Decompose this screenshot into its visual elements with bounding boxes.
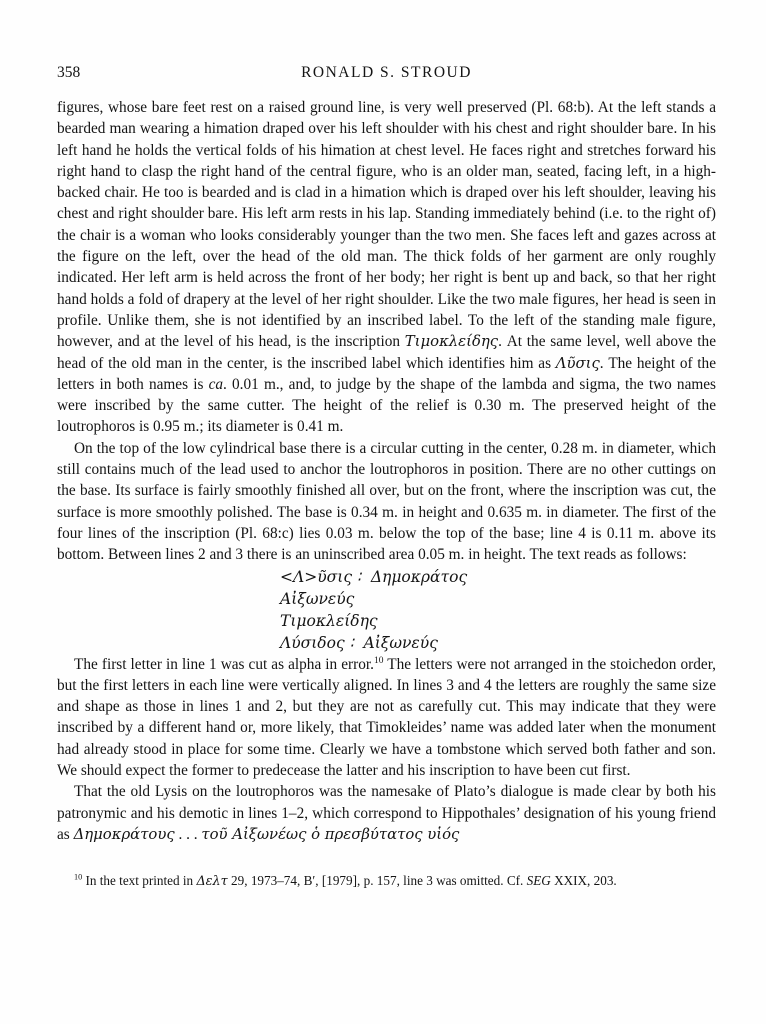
paragraph-lysis-identification [57,781,716,845]
article-body [57,97,716,845]
text-run: That the old Lysis on the loutrophoros was the namesake of Plato’s dialogue is made clear by both his patronymic and his demotic in lines 1–2, which correspond to Hippothales’ designation of his young friend as [57,783,716,843]
text-run: figures, whose bare feet rest on a raised ground line, is very well preserved (Pl. 68:b). At the left stands a bearded man wearing a himation draped over his left shoulder with his chest and right shoulder bare. In his left hand he holds the vertical folds of his himation at chest level. He faces right and stretches forward his right hand to clasp the right hand of the central figure, who is an older man, seated, facing left, in a high-backed chair. He too is bearded and is clad in a himation which is draped over his left shoulder, leaving his chest and right shoulder bare. His left arm rests in his lap. Standing immediately behind (i.e. to the right of) the chair is a woman who looks considerably younger than the two men. She faces left and gazes across at the figure on the left, over the head of the old man. The thick folds of her garment are only roughly indicated. Her left arm is held across the front of her body; her right is bent up and back, so that her right hand holds a fold of drapery at the level of her right shoulder. Like the two male figures, her head is seen in profile. Unlike them, she is not identified by an inscribed label. To the left of the standing male figure, however, and at the level of his head, is the inscription [57,99,716,351]
text-run: The first letter in line 1 was cut as alpha in error. [74,655,374,673]
greek-text: τοῦ Αἰξωνέως ὁ πρεσβύτατος υἱός [201,825,460,843]
greek-text: Λῦσις [555,354,600,372]
text-run: In the text printed in [82,873,197,889]
text-run: SEG [526,873,551,889]
greek-text: Τιμοκλείδης [404,333,499,351]
greek-text: Δελτ [196,874,228,890]
text-run: On the top of the low cylindrical base there is a circular cutting in the center, 0.28 m. in diameter, which still contains much of the lead used to anchor the loutrophoros in position. There are no other cuttings on the base. Its surface is fairly smoothly finished all over, but on the front, where the inscription was cut, the surface is more smoothly polished. The base is 0.34 m. in height and 0.635 m. in diameter. The first of the four lines of the inscription (Pl. 68:c) lies 0.03 m. below the top of the base; line 4 is 0.11 m. above its bottom. Between lines 2 and 3 there is an uninscribed area 0.05 m. in height. The text reads as follows: [57,439,716,564]
inscription-line-4: Λύσιδος ∶ Αἰξωνεύς [280,633,438,652]
footnote [57,872,716,890]
paragraph-base-description [57,438,716,566]
page-header [57,64,716,84]
page-number: 358 [57,64,81,81]
text-run: ca [208,375,224,393]
text-run: The letters were not arranged in the stoichedon order, but the first letters in each line were vertically aligned. In lines 3 and 4 the letters are roughly the same size and shape as those in lines 1 and 2, but they are not as carefully cut. This may indicate that they were inscribed by a different hand or, more likely, that Timokleides’ name was added later when the monument had already stood in place for some time. Clearly we have a tombstone which served both father and son. We should expect the former to predecease the latter and his inscription to have been cut first. [57,655,716,780]
text-run: . 0.01 m., and, to judge by the shape of the lambda and sigma, the two names were inscribed by the same cutter. The height of the relief is 0.30 m. The preserved height of the loutrophoros is 0.95 m.; its diameter is 0.41 m. [57,375,716,436]
running-head: RONALD S. STROUD [301,64,472,81]
text-run: XXIX, 203. [550,873,617,889]
footnote-marker: 10 [373,655,384,666]
footnote-marker: 10 [74,872,83,882]
text-run: . The height of the letters in both names is [57,354,716,393]
inscription-line-3: Τιμοκλείδης [280,611,378,630]
greek-text: Δημοκράτους [73,825,175,843]
inscription-block [280,566,716,654]
paragraph-letter-analysis [57,654,716,782]
text-run: . At the same level, well above the head of the old man in the center, is the inscribed label which identifies him as [57,333,716,372]
text-run: . . . [174,825,202,843]
inscription-line-2: Αἰξωνεύς [280,589,355,608]
text-run: 29, 1973–74, Β′, [1979], p. 157, line 3 was omitted. Cf. [227,873,527,889]
paragraph-continuation [57,97,716,438]
inscription-line-1: <Λ>ῦσις ∶ Δημοκράτος [280,567,468,586]
